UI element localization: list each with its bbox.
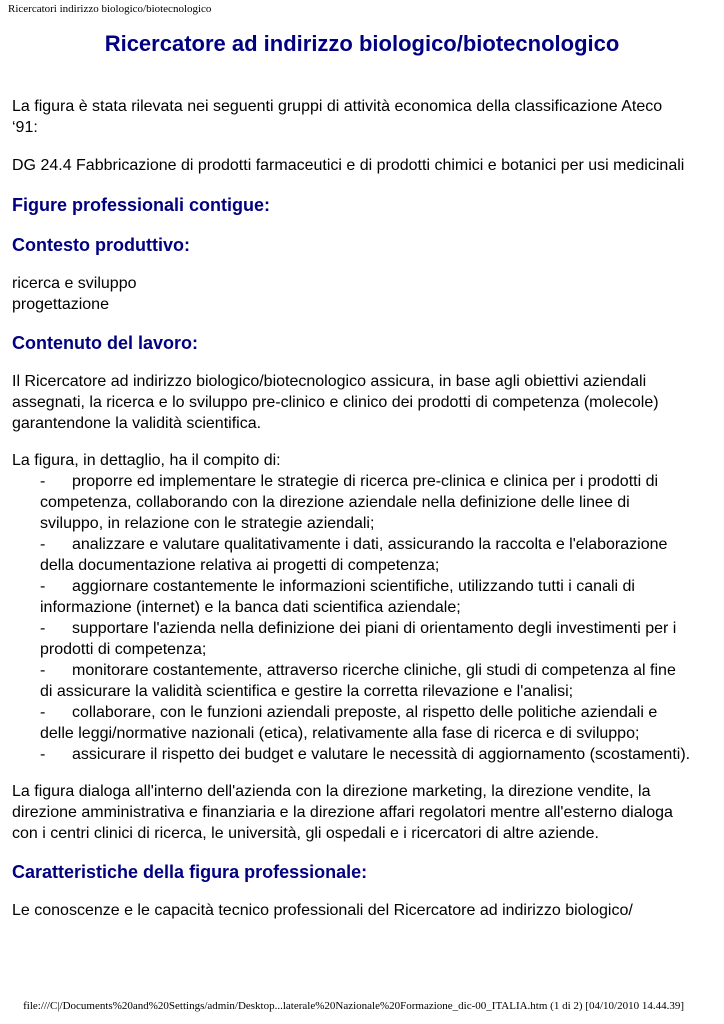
- heading-figure-contigue: Figure professionali contigue:: [12, 195, 271, 215]
- print-footer-path: file:///C|/Documents%20and%20Settings/admin/Desktop...laterale%20Nazionale%20Formazione_dic-00_ITALIA.htm (1 di 2) [04/10/2010 14.44.39]: [23, 1000, 684, 1012]
- list-item: [40, 702, 692, 744]
- intro-paragraph: La figura è stata rilevata nei seguenti gruppi di attività economica della classificazione Ateco ‘91:: [12, 98, 663, 136]
- dash-bullet: -: [40, 746, 46, 763]
- heading-contesto-produttivo: Contesto produttivo:: [12, 235, 190, 255]
- list-item: [40, 660, 692, 702]
- document-body: [12, 96, 692, 921]
- dialoga-paragraph: La figura dialoga all'interno dell'azienda con la direzione marketing, la direzione vendite, la direzione amministrativa e finanziaria e la direzione affari regolatori mentre all'esterno dialoga con i centri clinici di ricerca, le università, gli ospedali e i ricercatori di altre aziende.: [12, 783, 673, 842]
- heading-caratteristiche: Caratteristiche della figura professionale:: [12, 862, 368, 882]
- dash-bullet: -: [40, 578, 46, 595]
- task-text: monitorare costantemente, attraverso ricerche cliniche, gli studi di competenza al fine di assicurare la validità scientifica e gestire la corretta rilevazione e l'analisi;: [40, 662, 676, 700]
- tasks-list: [12, 471, 692, 765]
- ateco-code-paragraph: DG 24.4 Fabbricazione di prodotti farmaceutici e di prodotti chimici e botanici per usi medicinali: [12, 157, 685, 174]
- dash-bullet: -: [40, 620, 46, 637]
- heading-contenuto-lavoro: Contenuto del lavoro:: [12, 333, 198, 353]
- contesto-item: progettazione: [12, 296, 109, 313]
- contenuto-paragraph: Il Ricercatore ad indirizzo biologico/biotecnologico assicura, in base agli obiettivi aziendali assegnati, la ricerca e lo sviluppo pre-clinico e clinico dei prodotti di competenza (molecole) garantendone la validità scientifica.: [12, 373, 659, 432]
- dash-bullet: -: [40, 473, 46, 490]
- list-item: [40, 471, 692, 534]
- task-text: collaborare, con le funzioni aziendali preposte, al rispetto delle politiche aziendali e delle leggi/normative nazionali (etica), relativamente alla fase di ricerca e di sviluppo;: [40, 704, 658, 742]
- list-item: [40, 618, 692, 660]
- list-item: [40, 744, 692, 765]
- tasks-intro: La figura, in dettaglio, ha il compito di:: [12, 452, 281, 469]
- dash-bullet: -: [40, 662, 46, 679]
- page-title: Ricercatore ad indirizzo biologico/biotecnologico: [104, 31, 620, 56]
- print-running-header: Ricercatori indirizzo biologico/biotecnologico: [8, 3, 212, 15]
- task-text: aggiornare costantemente le informazioni scientifiche, utilizzando tutti i canali di informazione (internet) e la banca dati scientifica aziendale;: [40, 578, 635, 616]
- dash-bullet: -: [40, 704, 46, 721]
- task-text: supportare l'azienda nella definizione dei piani di orientamento degli investimenti per i prodotti di competenza;: [40, 620, 677, 658]
- dash-bullet: -: [40, 536, 46, 553]
- task-text: proporre ed implementare le strategie di ricerca pre-clinica e clinica per i prodotti di competenza, collaborando con la direzione aziendale nella definizione delle linee di sviluppo, in relazione con le strategie aziendali;: [40, 473, 659, 532]
- list-item: [40, 576, 692, 618]
- caratteristiche-paragraph: Le conoscenze e le capacità tecnico professionali del Ricercatore ad indirizzo biologico/: [12, 902, 633, 919]
- contesto-item: ricerca e sviluppo: [12, 275, 137, 292]
- task-text: analizzare e valutare qualitativamente i dati, assicurando la raccolta e l'elaborazione della documentazione relativa ai progetti di competenza;: [40, 536, 668, 574]
- list-item: [40, 534, 692, 576]
- task-text: assicurare il rispetto dei budget e valutare le necessità di aggiornamento (scostamenti).: [72, 746, 691, 763]
